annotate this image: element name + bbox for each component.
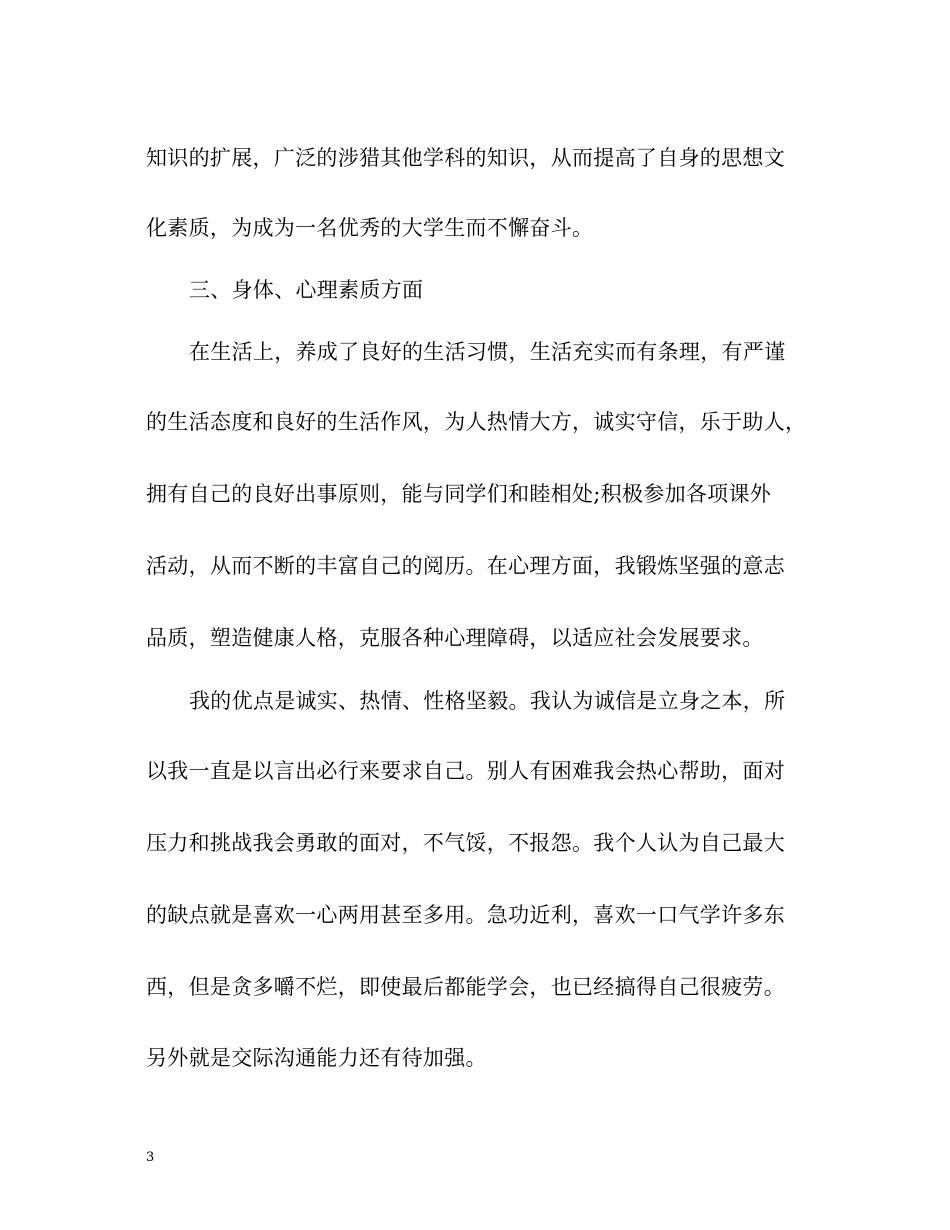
paragraph-line: 的缺点就是喜欢一心两用甚至多用。急功近利，喜欢一口气学许多东 [146,903,785,927]
paragraph-line: 另外就是交际沟通能力还有待加强。 [146,1046,487,1070]
page-number: 3 [146,1150,155,1165]
paragraph-line: 的生活态度和良好的生活作风，为人热情大方，诚实守信，乐于助人， [146,410,807,434]
paragraph-line: 以我一直是以言出必行来要求自己。别人有困难我会热心帮助，面对 [146,759,785,783]
paragraph-line: 在生活上，养成了良好的生活习惯，生活充实而有条理，有严谨 [189,340,786,364]
paragraph-line: 化素质，为成为一名优秀的大学生而不懈奋斗。 [146,216,594,240]
section-heading: 三、身体、心理素质方面 [189,278,424,302]
paragraph-line: 品质，塑造健康人格，克服各种心理障碍，以适应社会发展要求。 [146,626,764,650]
paragraph-line: 压力和挑战我会勇敢的面对，不气馁，不报怨。我个人认为自己最大 [146,831,785,855]
paragraph-line: 拥有自己的良好出事原则，能与同学们和睦相处;积极参加各项课外 [146,482,772,506]
paragraph-line: 活动，从而不断的丰富自己的阅历。在心理方面，我锻炼坚强的意志 [146,554,785,578]
paragraph-line: 我的优点是诚实、热情、性格坚毅。我认为诚信是立身之本，所 [189,689,786,713]
paragraph-line: 知识的扩展，广泛的涉猎其他学科的知识，从而提高了自身的思想文 [146,146,785,170]
paragraph-line: 西，但是贪多嚼不烂，即使最后都能学会，也已经搞得自己很疲劳。 [146,975,785,999]
